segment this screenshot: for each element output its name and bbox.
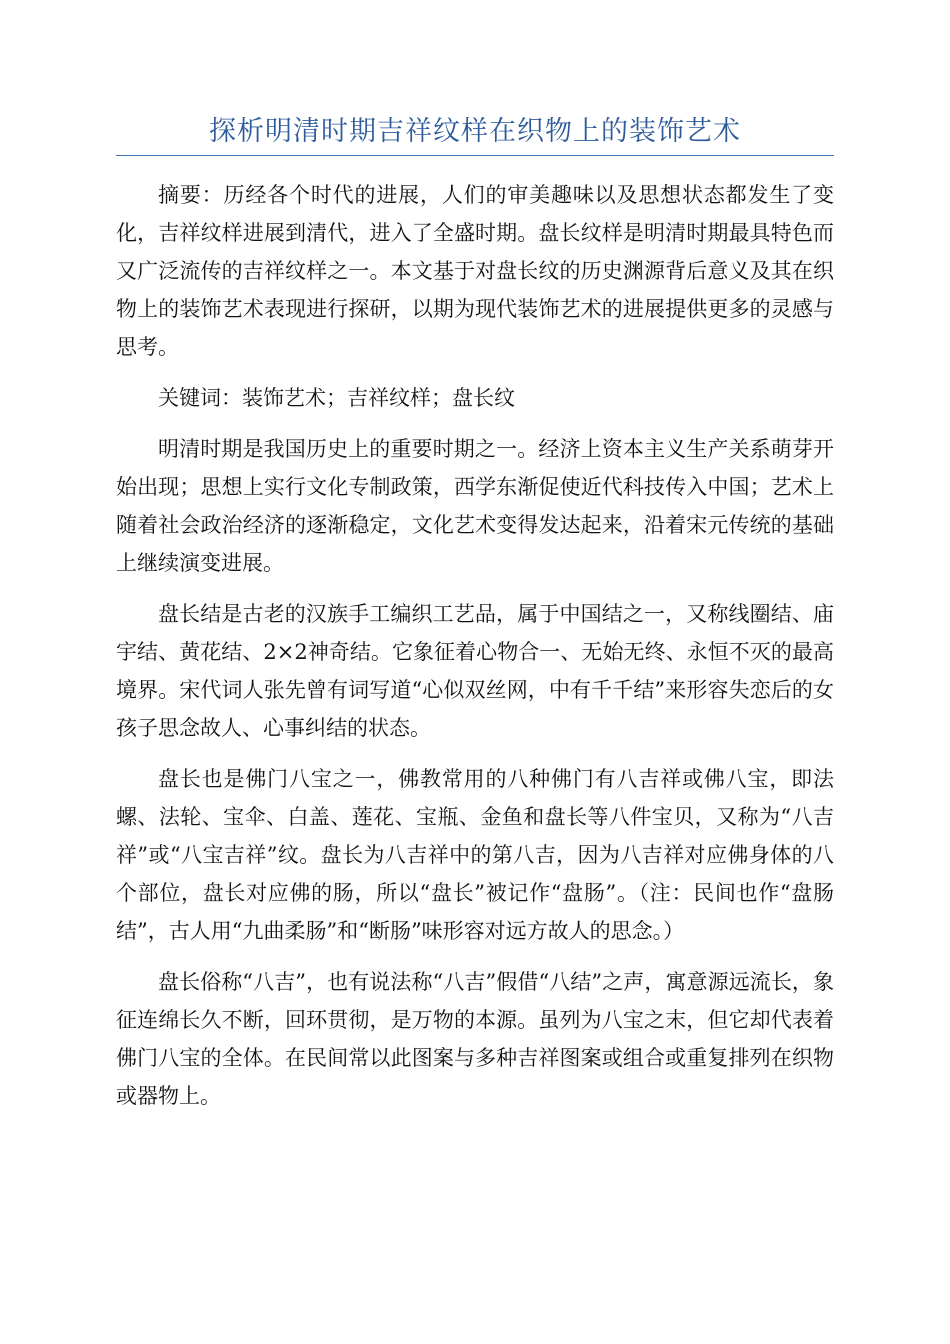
body-paragraph-ming-qing: 明清时期是我国历史上的重要时期之一。经济上资本主义生产关系萌芽开始出现；思想上实行文化专制政策，西学东渐促使近代科技传入中国；艺术上随着社会政治经济的逐渐稳定，文化艺术变得发达起来，沿着宋元传统的基础上继续演变进展。 (116, 437, 834, 575)
body-paragraph-panchang-knot: 盘长结是古老的汉族手工编织工艺品，属于中国结之一，又称线圈结、庙宇结、黄花结、2×2神奇结。它象征着心物合一、无始无终、永恒不灭的最高境界。宋代词人张先曾有词写道“心似双丝网，中有千千结”来形容失恋后的女孩子思念故人、心事纠结的状态。 (116, 602, 834, 740)
title-underline (116, 155, 834, 156)
body-paragraph-eight-treasures: 盘长也是佛门八宝之一，佛教常用的八种佛门有八吉祥或佛八宝，即法螺、法轮、宝伞、白盖、莲花、宝瓶、金鱼和盘长等八件宝贝，又称为“八吉祥”或“八宝吉祥”纹。盘长为八吉祥中的第八吉，因为八吉祥对应佛身体的八个部位，盘长对应佛的肠，所以“盘长”被记作“盘肠”。（注：民间也作“盘肠结”，古人用“九曲柔肠”和“断肠”味形容对远方故人的思念。） (116, 767, 834, 943)
document-title: 探析明清时期吉祥纹样在织物上的装饰艺术 (209, 116, 741, 147)
body-paragraph-baji: 盘长俗称“八吉”，也有说法称“八吉”假借“八结”之声，寓意源远流长，象征连绵长久不断，回环贯彻，是万物的本源。虽列为八宝之末，但它却代表着佛门八宝的全体。在民间常以此图案与多种吉祥图案或组合或重复排列在织物或器物上。 (116, 970, 834, 1108)
document-body (116, 176, 834, 1128)
keywords-paragraph: 关键词：装饰艺术；吉祥纹样；盘长纹 (158, 386, 515, 410)
abstract-paragraph: 摘要：历经各个时代的进展，人们的审美趣味以及思想状态都发生了变化，吉祥纹样进展到清代，进入了全盛时期。盘长纹样是明清时期最具特色而又广泛流传的吉祥纹样之一。本文基于对盘长纹的历史渊源背后意义及其在织物上的装饰艺术表现进行探研，以期为现代装饰艺术的进展提供更多的灵感与思考。 (116, 183, 834, 359)
